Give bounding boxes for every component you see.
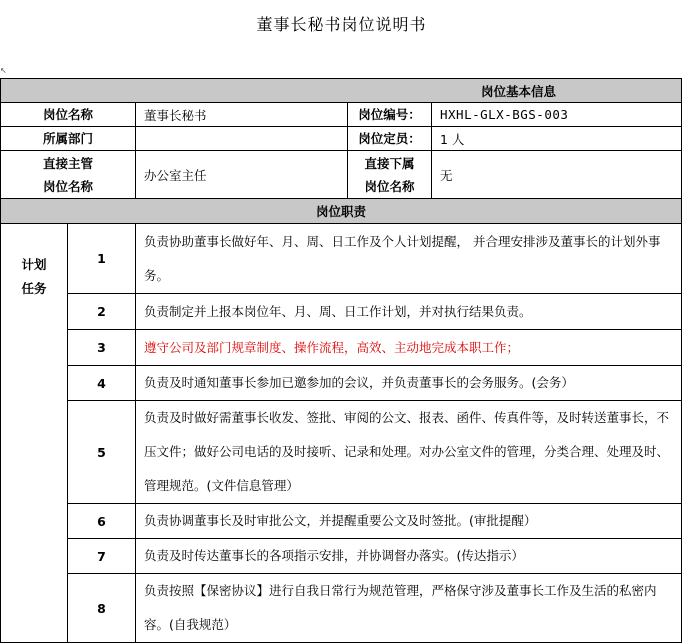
subordinate-label-line1: 直接下属 <box>364 155 415 171</box>
position-name-label: 岗位名称 <box>1 103 136 127</box>
duty-text: 负责协调董事长及时审批公文，并提醒重要公文及时签批。(审批提醒） <box>136 504 682 539</box>
duty-number: 8 <box>68 574 136 643</box>
duties-header-row <box>1 199 682 224</box>
headcount-label: 岗位定员： <box>348 127 432 151</box>
department-row <box>1 127 682 151</box>
department-label: 所属部门 <box>1 127 136 151</box>
duty-row <box>1 574 682 643</box>
position-code-label: 岗位编号： <box>348 103 432 127</box>
duty-text-highlight: 遵守公司及部门规章制度、操作流程，高效、主动地完成本职工作； <box>136 330 682 366</box>
duty-number: 4 <box>68 366 136 401</box>
duty-text: 负责协助董事长做好年、月、周、日工作及个人计划提醒， 并合理安排涉及董事长的计划外事务。 <box>136 224 682 294</box>
document-title: 董事长秘书岗位说明书 <box>256 15 427 34</box>
position-name-value: 董事长秘书 <box>136 103 348 127</box>
subordinate-value: 无 <box>432 151 682 199</box>
position-code-value: HXHL-GLX-BGS-003 <box>432 103 682 127</box>
duty-row <box>1 539 682 574</box>
duty-text: 负责及时做好需董事长收发、签批、审阅的公文、报表、函件、传真件等，及时转送董事长，不压文件；做好公司电话的及时接听、记录和处理。对办公室文件的管理，分类合理、处理及时、管理规范。(文件信息管理） <box>136 401 682 504</box>
duty-number: 7 <box>68 539 136 574</box>
position-name-row <box>1 103 682 127</box>
department-value <box>136 127 348 151</box>
plan-task-label-line1: 计划 <box>21 256 47 272</box>
duty-row <box>1 366 682 401</box>
duty-row <box>1 330 682 366</box>
corner-mark-icon: ↖ <box>0 66 7 75</box>
subordinate-label <box>348 151 432 199</box>
duty-number: 1 <box>68 224 136 294</box>
job-description-table <box>0 78 682 643</box>
duty-row <box>1 294 682 330</box>
duties-header: 岗位职责 <box>1 199 682 224</box>
duty-number: 2 <box>68 294 136 330</box>
basic-info-header: 岗位基本信息 <box>1 79 682 103</box>
duty-number: 5 <box>68 401 136 504</box>
category-cell-empty <box>1 330 68 643</box>
subordinate-label-line2: 岗位名称 <box>364 178 415 194</box>
plan-task-label-line2: 任务 <box>21 280 47 296</box>
duty-number: 3 <box>68 330 136 366</box>
duty-text: 负责及时通知董事长参加已邀参加的会议，并负责董事长的会务服务。(会务） <box>136 366 682 401</box>
supervisor-value: 办公室主任 <box>136 151 348 199</box>
supervisor-label-line1: 直接主管 <box>42 155 93 171</box>
supervisor-label-line2: 岗位名称 <box>42 178 93 194</box>
plan-task-label <box>1 224 68 330</box>
duty-row <box>1 401 682 504</box>
duty-row <box>1 224 682 294</box>
supervisor-label <box>1 151 136 199</box>
duty-text: 负责及时传达董事长的各项指示安排，并协调督办落实。(传达指示） <box>136 539 682 574</box>
duty-number: 6 <box>68 504 136 539</box>
headcount-value: 1 人 <box>432 127 682 151</box>
duty-text: 负责制定并上报本岗位年、月、周、日工作计划，并对执行结果负责。 <box>136 294 682 330</box>
basic-info-header-row <box>1 79 682 103</box>
reporting-row <box>1 151 682 199</box>
duty-row <box>1 504 682 539</box>
duty-text: 负责按照【保密协议】进行自我日常行为规范管理，严格保守涉及董事长工作及生活的私密内容。(自我规范） <box>136 574 682 643</box>
